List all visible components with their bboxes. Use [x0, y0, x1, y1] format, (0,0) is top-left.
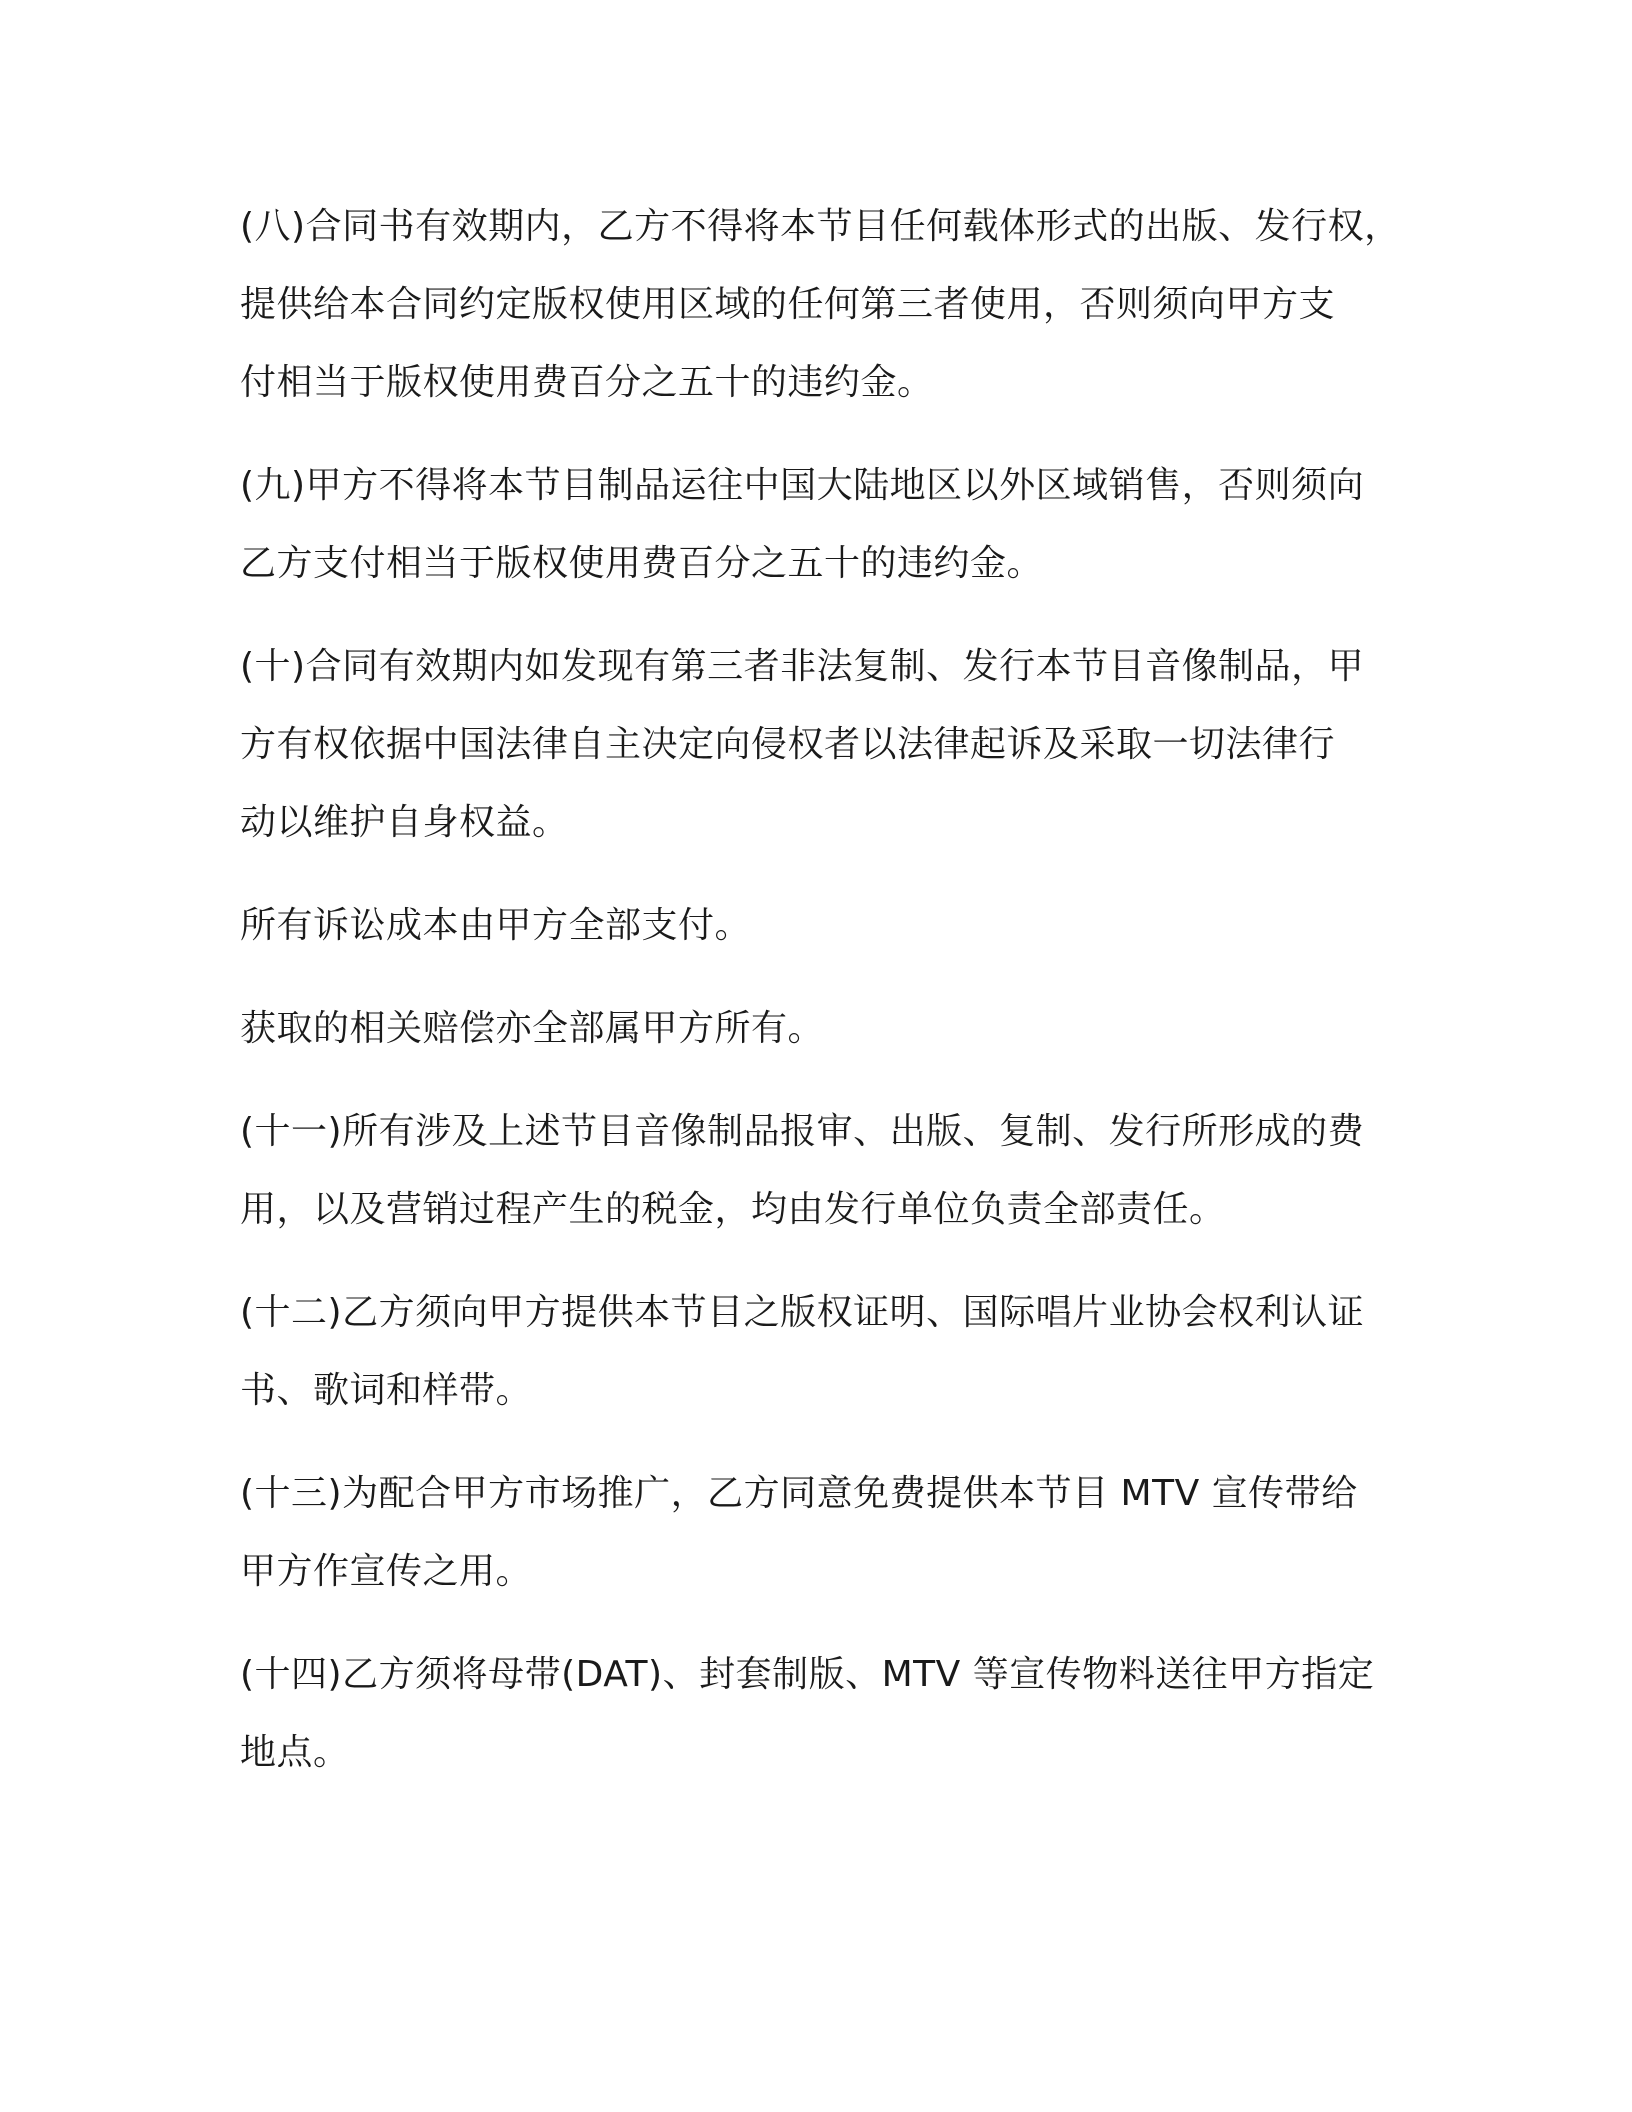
clause-14-paragraph [240, 1636, 1410, 1792]
paragraph-line: (十三)为配合甲方市场推广，乙方同意免费提供本节目 MTV 宣传带给 [240, 1473, 1358, 1514]
paragraph-line: 获取的相关赔偿亦全部属甲方所有。 [240, 1008, 825, 1049]
paragraph-line: 方有权依据中国法律自主决定向侵权者以法律起诉及采取一切法律行 [240, 724, 1336, 765]
paragraph-line: (十一)所有涉及上述节目音像制品报审、出版、复制、发行所形成的费 [240, 1111, 1365, 1152]
document-page [240, 188, 1410, 1817]
paragraph-line: 动以维护自身权益。 [240, 802, 569, 843]
clause-12-paragraph [240, 1274, 1410, 1430]
paragraph-line: 地点。 [240, 1732, 350, 1773]
clause-10-compensation-paragraph [240, 990, 1410, 1068]
clause-11-paragraph [240, 1093, 1410, 1249]
paragraph-line: (八)合同书有效期内，乙方不得将本节目任何载体形式的出版、发行权， [240, 206, 1401, 247]
paragraph-line: 所有诉讼成本由甲方全部支付。 [240, 905, 752, 946]
paragraph-line: (九)甲方不得将本节目制品运往中国大陆地区以外区域销售，否则须向 [240, 465, 1365, 506]
paragraph-line: 乙方支付相当于版权使用费百分之五十的违约金。 [240, 543, 1044, 584]
paragraph-line: 甲方作宣传之用。 [240, 1551, 533, 1592]
paragraph-line: 付相当于版权使用费百分之五十的违约金。 [240, 362, 934, 403]
clause-10-costs-paragraph [240, 887, 1410, 965]
clause-10-paragraph [240, 628, 1410, 862]
clause-13-paragraph [240, 1455, 1410, 1611]
paragraph-line: 用，以及营销过程产生的税金，均由发行单位负责全部责任。 [240, 1189, 1226, 1230]
paragraph-line: 书、歌词和样带。 [240, 1370, 533, 1411]
paragraph-line: 提供给本合同约定版权使用区域的任何第三者使用，否则须向甲方支 [240, 284, 1336, 325]
paragraph-line: (十二)乙方须向甲方提供本节目之版权证明、国际唱片业协会权利认证 [240, 1292, 1365, 1333]
paragraph-line: (十四)乙方须将母带(DAT)、封套制版、MTV 等宣传物料送往甲方指定 [240, 1654, 1375, 1695]
clause-9-paragraph [240, 447, 1410, 603]
clause-8-paragraph [240, 188, 1410, 422]
paragraph-line: (十)合同有效期内如发现有第三者非法复制、发行本节目音像制品，甲 [240, 646, 1365, 687]
